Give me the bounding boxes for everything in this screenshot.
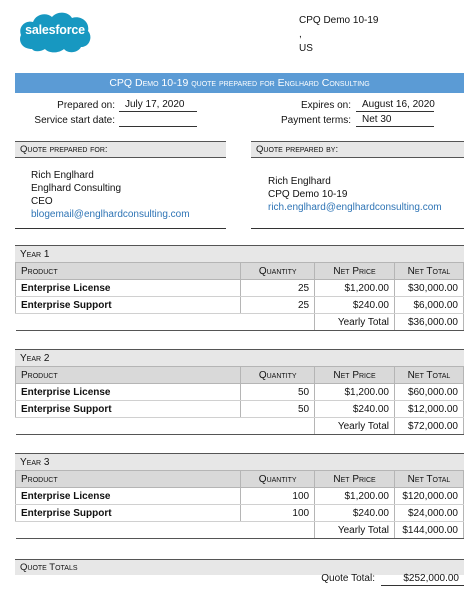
- quantity-cell: 25: [241, 297, 315, 314]
- net-price-cell: $240.00: [315, 297, 395, 314]
- product-cell: Enterprise Support: [16, 297, 241, 314]
- table-row: [16, 488, 464, 505]
- company-address-line: ,: [299, 29, 302, 40]
- product-cell: Enterprise License: [16, 488, 241, 505]
- prepared-by-details: [268, 175, 464, 214]
- net-price-cell: $1,200.00: [315, 488, 395, 505]
- prepared-for-company: Englhard Consulting: [31, 183, 122, 194]
- prepared-for-name: Rich Englhard: [31, 170, 94, 181]
- year-section: [15, 245, 464, 331]
- prepared-for-divider: [15, 228, 226, 229]
- expires-on-label: Expires on:: [300, 100, 351, 111]
- service-start-value: [119, 114, 197, 127]
- net-price-cell: $240.00: [315, 505, 395, 522]
- yearly-total-value: $72,000.00: [395, 418, 464, 435]
- yearly-total-value: $144,000.00: [394, 522, 463, 539]
- prepared-for-title: CEO: [31, 196, 53, 207]
- table-header-row: [16, 471, 464, 488]
- table-row: [16, 297, 464, 314]
- product-cell: Enterprise Support: [16, 505, 241, 522]
- net-price-cell: $1,200.00: [315, 384, 395, 401]
- prepared-for-heading: Quote prepared for:: [15, 141, 226, 158]
- quantity-cell: 100: [241, 505, 315, 522]
- prepared-for-email[interactable]: blogemail@englhardconsulting.com: [31, 209, 190, 220]
- col-net-price: Net Price: [315, 367, 395, 384]
- payment-terms-value: Net 30: [356, 114, 434, 127]
- yearly-total-label: Yearly Total: [315, 418, 395, 435]
- prepared-by-name: Rich Englhard: [268, 176, 331, 187]
- year-heading: Year 1: [15, 245, 464, 262]
- quote-title-bar: CPQ Demo 10-19 quote prepared for Englhard Consulting: [15, 73, 464, 93]
- col-net-total: Net Total: [395, 367, 464, 384]
- yearly-total-row: [16, 314, 464, 331]
- col-product: Product: [16, 367, 241, 384]
- yearly-total-row: [16, 418, 464, 435]
- col-quantity: Quantity: [241, 367, 315, 384]
- quote-total-value: $252,000.00: [381, 573, 464, 586]
- logo-text: salesforce: [25, 23, 85, 37]
- quantity-cell: 100: [241, 488, 315, 505]
- expires-on-value: August 16, 2020: [356, 99, 434, 112]
- line-items-table: [15, 262, 464, 331]
- company-country: US: [299, 43, 313, 54]
- payment-terms-label: Payment terms:: [280, 115, 351, 126]
- net-total-cell: $30,000.00: [395, 280, 464, 297]
- col-net-total: Net Total: [395, 263, 464, 280]
- yearly-total-row: [16, 522, 464, 539]
- quantity-cell: 25: [241, 280, 315, 297]
- net-total-cell: $60,000.00: [395, 384, 464, 401]
- service-start-label: Service start date:: [34, 115, 115, 126]
- yearly-total-label: Yearly Total: [315, 314, 395, 331]
- net-price-cell: $1,200.00: [315, 280, 395, 297]
- prepared-by-company: CPQ Demo 10-19: [268, 189, 348, 200]
- col-net-price: Net Price: [315, 471, 395, 488]
- net-total-cell: $12,000.00: [395, 401, 464, 418]
- col-quantity: Quantity: [241, 471, 315, 488]
- quote-totals-heading: Quote Totals: [15, 559, 464, 575]
- net-price-cell: $240.00: [315, 401, 395, 418]
- year-heading: Year 3: [15, 453, 464, 470]
- product-cell: Enterprise Support: [16, 401, 241, 418]
- col-product: Product: [16, 263, 241, 280]
- prepared-for-details: [31, 169, 226, 221]
- col-product: Product: [16, 471, 241, 488]
- table-row: [16, 384, 464, 401]
- product-cell: Enterprise License: [16, 280, 241, 297]
- col-net-total: Net Total: [394, 471, 463, 488]
- prepared-on-label: Prepared on:: [57, 100, 115, 111]
- product-cell: Enterprise License: [16, 384, 241, 401]
- salesforce-logo: [18, 9, 92, 55]
- line-items-table: [15, 470, 464, 539]
- year-heading: Year 2: [15, 349, 464, 366]
- net-total-cell: $24,000.00: [394, 505, 463, 522]
- prepared-on-value: July 17, 2020: [119, 99, 197, 112]
- prepared-by-heading: Quote prepared by:: [251, 141, 464, 158]
- table-row: [16, 401, 464, 418]
- line-items-table: [15, 366, 464, 435]
- company-name: CPQ Demo 10-19: [299, 15, 379, 26]
- quantity-cell: 50: [241, 401, 315, 418]
- col-net-price: Net Price: [315, 263, 395, 280]
- net-total-cell: $120,000.00: [394, 488, 463, 505]
- year-section: [15, 453, 464, 539]
- year-section: [15, 349, 464, 435]
- company-address: [299, 14, 378, 56]
- prepared-by-email[interactable]: rich.englhard@englhardconsulting.com: [268, 202, 442, 213]
- quantity-cell: 50: [241, 384, 315, 401]
- table-row: [16, 280, 464, 297]
- yearly-total-label: Yearly Total: [315, 522, 395, 539]
- table-row: [16, 505, 464, 522]
- quote-total-label: Quote Total:: [321, 573, 375, 584]
- table-header-row: [16, 367, 464, 384]
- prepared-by-divider: [251, 228, 464, 229]
- col-quantity: Quantity: [241, 263, 315, 280]
- yearly-total-value: $36,000.00: [395, 314, 464, 331]
- net-total-cell: $6,000.00: [395, 297, 464, 314]
- table-header-row: [16, 263, 464, 280]
